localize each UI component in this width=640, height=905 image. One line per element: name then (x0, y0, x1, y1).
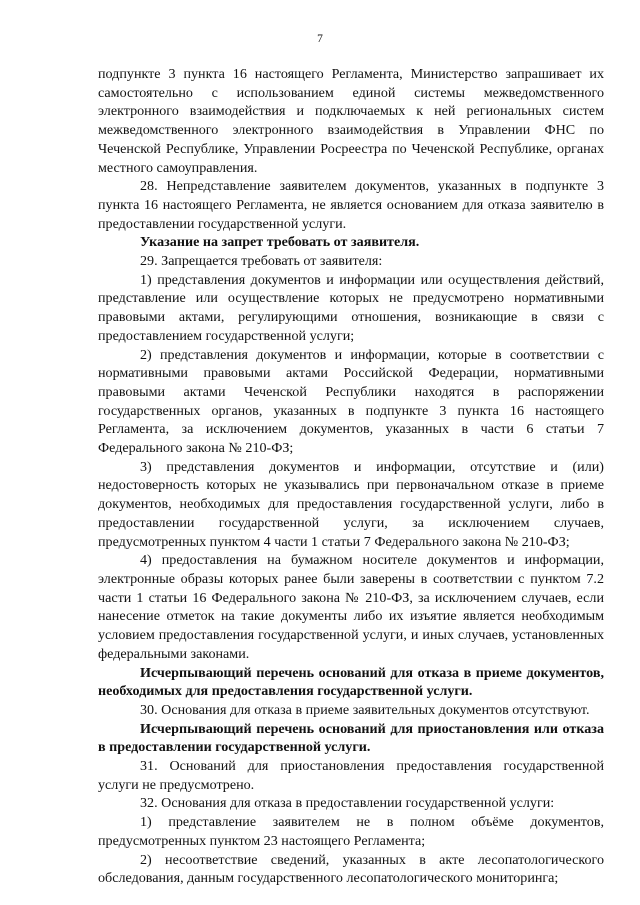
list-item-29-1: 1) представления документов и информации или осуществления действий, представление или осуществление которых не предусмотрено нормативными правовыми актами, регулирующими отношения, возникающие в связи с предоставлением государственной услуги; (98, 271, 604, 344)
paragraph-29: 29. Запрещается требовать от заявителя: (140, 253, 383, 270)
heading-refusal-acceptance: Исчерпывающий перечень оснований для отказа в приеме документов, необходимых для предоставления государственной услуги. (98, 664, 604, 700)
heading-suspension-refusal: Исчерпывающий перечень оснований для приостановления или отказа в предоставлении государственной услуги. (98, 720, 604, 756)
paragraph-30: 30. Основания для отказа в приеме заявительных документов отсутствуют. (140, 701, 590, 718)
list-item-32-2: 2) несоответствие сведений, указанных в акте лесопатологического обследования, данным государственного лесопатологического мониторинга; (98, 851, 604, 887)
paragraph-continuation: подпункте 3 пункта 16 настоящего Регламента, Министерство запрашивает их самостоятельно с использованием единой системы межведомственного электронного взаимодействия и подключаемых к ней региональных систем межведомственного электронного взаимодействия в Управлении ФНС по Чеченской Республике, Управлении Росреестра по Чеченской Республике, органах местного самоуправления. (98, 66, 604, 176)
document-body (98, 65, 604, 888)
page-number: 7 (317, 33, 323, 45)
list-item-29-3: 3) представления документов и информации, отсутствие и (или) недостоверность которых не указывались при первоначальном отказе в приеме документов, необходимых для предоставления государственной услуги, либо в предоставлении государственной услуги, за исключением случаев, предусмотренных пунктом 4 части 1 статьи 7 Федерального закона № 210-ФЗ; (98, 458, 604, 550)
list-item-29-4: 4) предоставления на бумажном носителе документов и информации, электронные образы которых ранее были заверены в соответствии с пунктом 7.2 части 1 статьи 16 Федерального закона № 210-ФЗ, за исключением случаев, если нанесение отметок на такие документы либо их изъятие является необходимым условием предоставления государственной услуги, и иных случаев, установленных федеральными законами. (98, 552, 604, 662)
list-item-32-1: 1) представление заявителем не в полном объёме документов, предусмотренных пунктом 23 настоящего Регламента; (98, 814, 604, 849)
paragraph-28: 28. Непредставление заявителем документов, указанных в подпункте 3 пункта 16 настоящего Регламента, не является основанием для отказа заявителю в предоставлении государственной услуги. (98, 178, 604, 232)
list-item-29-2: 2) представления документов и информации, которые в соответствии с нормативными правовыми актами Российской Федерации, нормативными правовыми актами Чеченской Республики находятся в распоряжении государственных органов, указанных в подпункте 3 пункта 16 настоящего Регламента, за исключением документов, указанных в части 6 статьи 7 Федерального закона № 210-ФЗ; (98, 346, 604, 457)
paragraph-31: 31. Оснований для приостановления предоставления государственной услуги не предусмотрено. (98, 758, 604, 793)
paragraph-32: 32. Основания для отказа в предоставлении государственной услуги: (140, 795, 555, 812)
heading-prohibition: Указание на запрет требовать от заявителя. (140, 234, 420, 251)
